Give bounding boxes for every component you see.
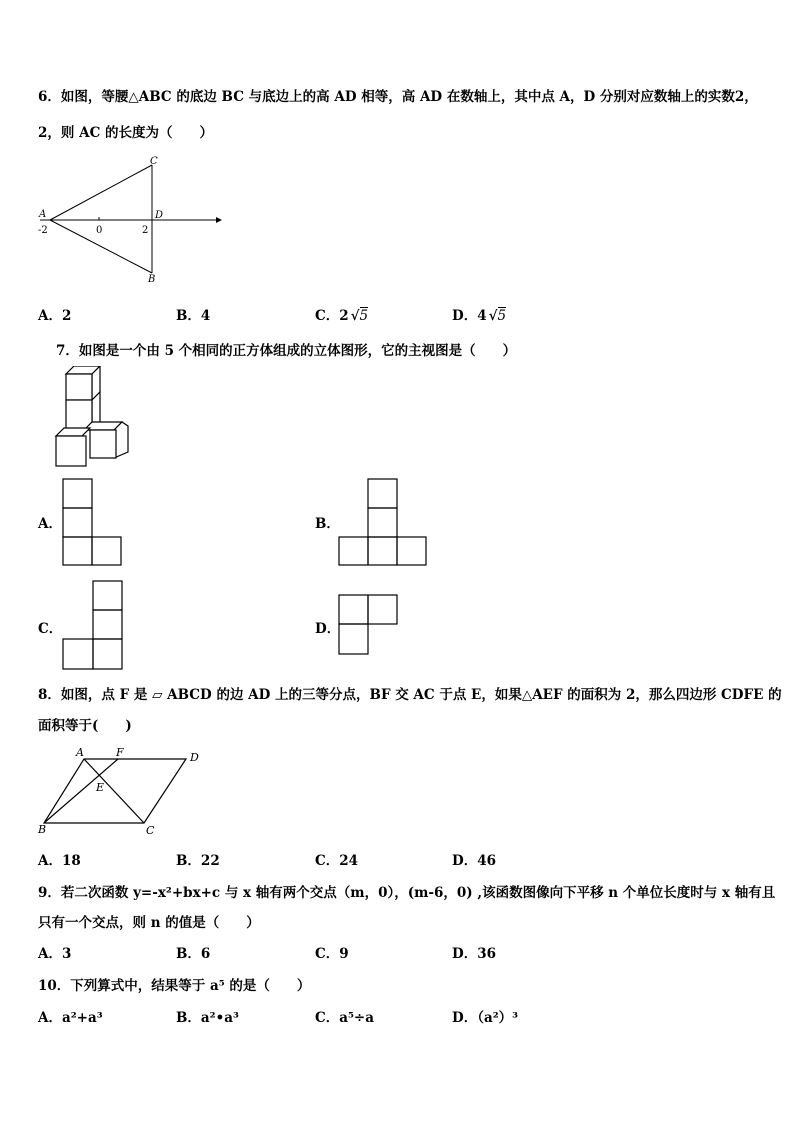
q9-choice-b[interactable]: B．6 bbox=[176, 946, 211, 962]
q6-label-a: A bbox=[39, 209, 47, 220]
q6-choice-b[interactable]: B．4 bbox=[176, 308, 211, 324]
q8-stem-line2: 面积等于( ) bbox=[38, 718, 132, 734]
q6-stem-line1: 6．如图，等腰△ABC 的底边 BC 与底边上的高 AD 相等，高 AD 在数轴上，其中点 A，D 分别对应数轴上的实数2， bbox=[38, 89, 758, 105]
q10-choice-d[interactable]: D．（a²）³ bbox=[452, 1010, 519, 1026]
q7-option-d-figure[interactable] bbox=[338, 594, 400, 656]
q8-choice-b[interactable]: B．22 bbox=[176, 853, 220, 869]
q10-choice-a[interactable]: A．a²+a³ bbox=[38, 1010, 103, 1026]
q9-stem-line1: 9．若二次函数 y=-x²+bx+c 与 x 轴有两个交点（m，0），(m-6，0) ,该函数图像向下平移 n 个单位长度时与 x 轴有且 bbox=[38, 885, 776, 901]
q8-choice-a[interactable]: A．18 bbox=[38, 853, 81, 869]
q6-tick-2: 2 bbox=[142, 225, 149, 236]
q8-label-d: D bbox=[190, 751, 199, 764]
q8-parallelogram-figure bbox=[36, 745, 208, 839]
q6-label-c: C bbox=[150, 156, 158, 167]
q6-tick-0: 0 bbox=[96, 225, 103, 236]
q8-label-c: C bbox=[146, 824, 155, 837]
q8-label-e: E bbox=[96, 781, 105, 794]
q7-option-d-label[interactable]: D． bbox=[315, 621, 341, 637]
q8-stem-line1: 8．如图，点 F 是 ▱ ABCD 的边 AD 上的三等分点，BF 交 AC 于点 E，如果△AEF 的面积为 2，那么四边形 CDFE 的 bbox=[38, 687, 782, 703]
q8-label-f: F bbox=[116, 746, 124, 759]
q7-option-c-figure[interactable] bbox=[62, 580, 124, 670]
q8-label-b: B bbox=[38, 823, 47, 836]
q9-choice-c[interactable]: C．9 bbox=[315, 946, 349, 962]
q9-choice-a[interactable]: A．3 bbox=[38, 946, 72, 962]
q7-option-a-label[interactable]: A． bbox=[38, 516, 62, 532]
q6-choice-a[interactable]: A．2 bbox=[38, 308, 72, 324]
q7-option-b-label[interactable]: B． bbox=[315, 516, 340, 532]
q6-stem-line2: 2，则 AC 的长度为（ ） bbox=[38, 125, 214, 141]
q8-choice-d[interactable]: D．46 bbox=[452, 853, 497, 869]
q6-number-line-figure bbox=[34, 155, 224, 285]
q10-stem-line1: 10．下列算式中，结果等于 a⁵ 的是（ ） bbox=[38, 978, 311, 994]
q6-label-d: D bbox=[155, 210, 164, 221]
q6-choice-c[interactable]: C．2 √5 bbox=[315, 308, 369, 324]
q6-label-b: B bbox=[148, 274, 156, 285]
q6-tick-neg2: -2 bbox=[38, 225, 48, 236]
sqrt-sign-icon: √ bbox=[488, 308, 498, 324]
q10-choice-b[interactable]: B．a²•a³ bbox=[176, 1010, 239, 1026]
q7-option-a-figure[interactable] bbox=[62, 478, 122, 566]
sqrt-sign-icon: √ bbox=[350, 308, 360, 324]
q6-choice-d[interactable]: D．4 √5 bbox=[452, 308, 507, 324]
q8-label-a: A bbox=[76, 746, 84, 759]
q9-stem-line2: 只有一个交点，则 n 的值是（ ） bbox=[38, 915, 260, 931]
q7-option-c-label[interactable]: C． bbox=[38, 621, 63, 637]
q8-choice-c[interactable]: C．24 bbox=[315, 853, 359, 869]
q7-stem-line1: 7．如图是一个由 5 个相同的正方体组成的立体图形，它的主视图是（ ） bbox=[56, 343, 517, 359]
q9-choice-d[interactable]: D．36 bbox=[452, 946, 497, 962]
q10-choice-c[interactable]: C．a⁵÷a bbox=[315, 1010, 374, 1026]
q7-option-b-figure[interactable] bbox=[338, 478, 428, 566]
q7-cube-stack-figure bbox=[52, 366, 134, 470]
